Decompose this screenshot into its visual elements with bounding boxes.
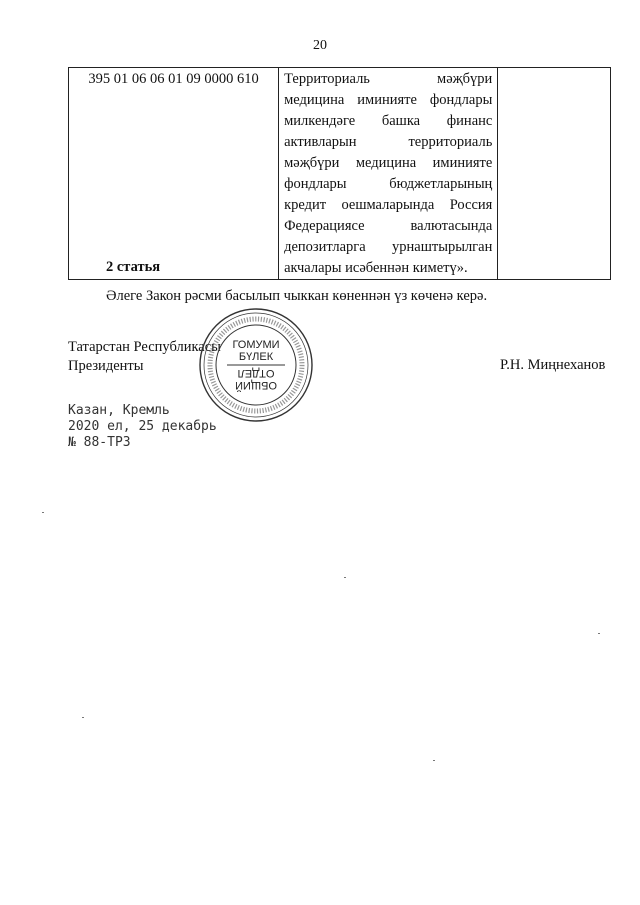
scan-speck (344, 577, 346, 578)
seal-top-line-2: БҮЛЕК (238, 351, 274, 363)
footer-number: № 88-ТРЗ (68, 435, 131, 450)
signer-title-line-1: Татарстан Республикасы (68, 339, 221, 355)
document-footer (68, 403, 217, 451)
table-row (69, 68, 611, 280)
signer-title-line-2: Президенты (68, 358, 144, 374)
seal-bottom-line-1: ОБЩИЙ (235, 379, 277, 391)
article-title: 2 статья (106, 259, 161, 275)
budget-amount-cell (498, 68, 611, 280)
footer-date: 2020 ел, 25 декабрь (68, 419, 217, 434)
seal-top-line-1: ГОМУМИ (232, 339, 280, 351)
budget-code-cell: 395 01 06 06 01 09 0000 610 (69, 68, 279, 280)
scan-speck (433, 760, 435, 761)
budget-table (68, 67, 611, 280)
seal-bottom-line-2: ОТДЕЛ (237, 367, 275, 379)
budget-name-cell: Территориаль мәҗбүри медицина иминияте фондлары милкендәге башка финанс активларын территориаль мәҗбүри медицина иминияте фондлары бюджетларының кредит оешмаларында Россия Федерациясе валютасында депозитларга урнаштырылган акчалары исәбеннән киметү». (279, 68, 498, 280)
footer-place: Казан, Кремль (68, 403, 170, 418)
page-number: 20 (313, 38, 327, 53)
scan-speck (42, 512, 44, 513)
article-text: Әлеге Закон рәсми басылып чыккан көненнән үз көченә керә. (106, 288, 488, 304)
scan-speck (598, 633, 600, 634)
scan-speck (82, 717, 84, 718)
signer-name: Р.Н. Миңнеханов (500, 357, 606, 373)
